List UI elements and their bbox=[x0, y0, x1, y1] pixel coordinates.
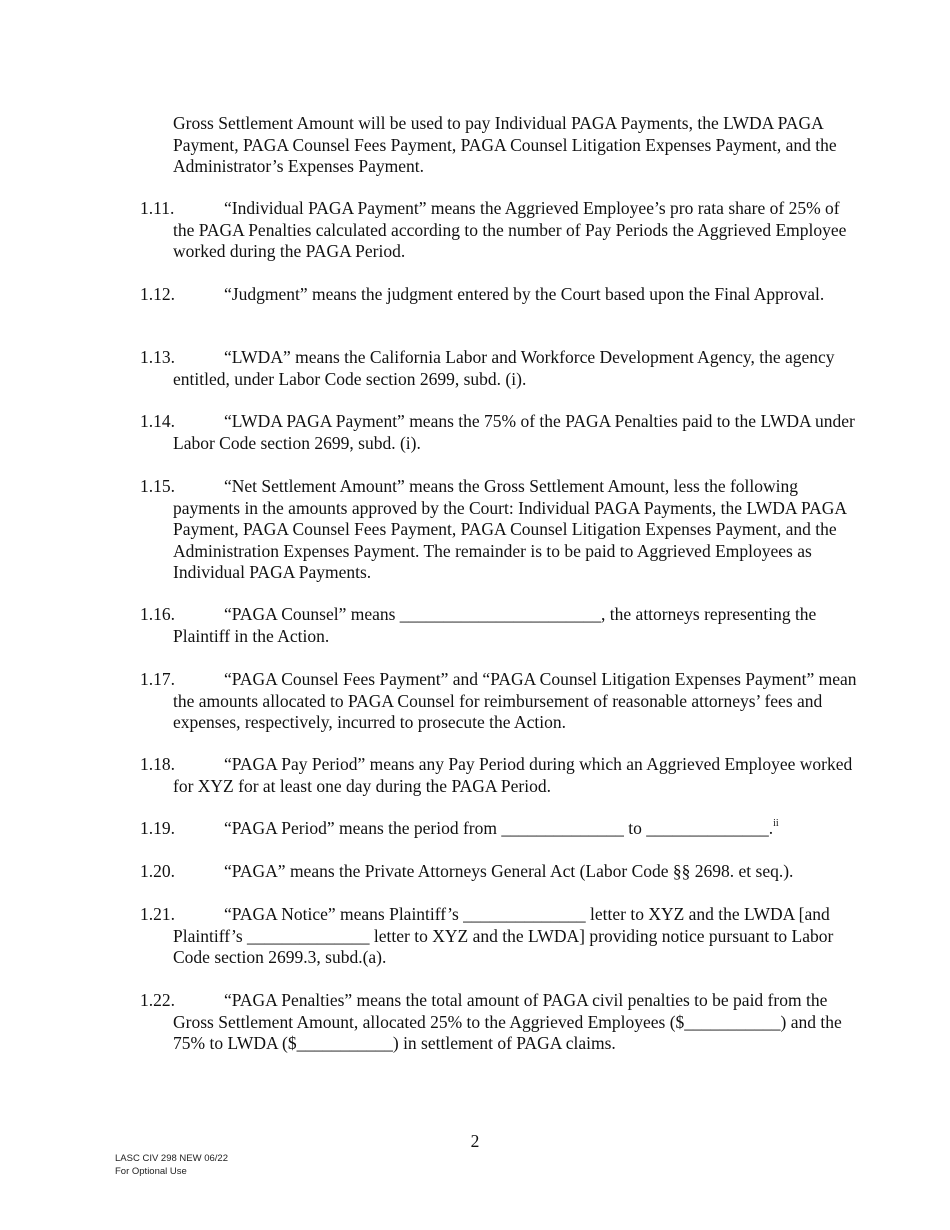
section-text: “PAGA Period” means the period from ______________ to ______________. bbox=[224, 818, 774, 838]
section-number: 1.15. bbox=[140, 476, 175, 496]
section-number: 1.13. bbox=[140, 347, 175, 367]
section-number: 1.17. bbox=[140, 669, 175, 689]
form-id: LASC CIV 298 NEW 06/22 bbox=[115, 1153, 228, 1164]
continued-paragraph: Gross Settlement Amount will be used to pay Individual PAGA Payments, the LWDA PAGA Payment, PAGA Counsel Fees Payment, PAGA Counsel Litigation Expenses Payment, and the Administrator’s Expenses Payment. bbox=[173, 113, 837, 176]
section-text: “PAGA Pay Period” means any Pay Period during which an Aggrieved Employee worked for XYZ for at least one day during the PAGA Period. bbox=[173, 754, 853, 796]
section-1-22 bbox=[140, 990, 860, 1055]
section-number: 1.14. bbox=[140, 411, 175, 431]
section-1-11 bbox=[140, 198, 860, 263]
section-text: “PAGA Counsel” means _______________________, the attorneys representing the Plaintiff in the Action. bbox=[173, 604, 817, 646]
section-1-19 bbox=[140, 818, 860, 840]
section-number: 1.19. bbox=[140, 818, 175, 838]
section-text: “PAGA Notice” means Plaintiff’s ______________ letter to XYZ and the LWDA [and Plaintiff’s ______________ letter to XYZ and the LWDA] providing notice pursuant to Labor Code section 2699.3, subd.(a). bbox=[173, 904, 834, 967]
form-footer bbox=[115, 1153, 228, 1178]
section-1-18 bbox=[140, 754, 860, 797]
section-number: 1.21. bbox=[140, 904, 175, 924]
section-number: 1.22. bbox=[140, 990, 175, 1010]
section-1-16 bbox=[140, 604, 860, 647]
form-usage: For Optional Use bbox=[115, 1165, 187, 1177]
footnote-reference[interactable]: ii bbox=[773, 818, 779, 829]
section-1-17 bbox=[140, 669, 860, 734]
section-text: “PAGA Penalties” means the total amount of PAGA civil penalties to be paid from the Gross Settlement Amount, allocated 25% to the Aggrieved Employees ($___________) and the 75% to LWDA ($___________) in settlement of PAGA claims. bbox=[173, 990, 842, 1053]
section-1-14 bbox=[140, 411, 860, 454]
page-number: 2 bbox=[470, 1131, 480, 1151]
section-1-13 bbox=[140, 347, 860, 390]
section-1-20 bbox=[140, 861, 860, 883]
section-1-15 bbox=[140, 476, 860, 584]
section-number: 1.11. bbox=[140, 198, 175, 218]
section-number: 1.12. bbox=[140, 284, 175, 304]
section-1-21 bbox=[140, 904, 860, 969]
section-1-12 bbox=[140, 284, 860, 306]
section-text: “LWDA” means the California Labor and Workforce Development Agency, the agency entitled, under Labor Code section 2699, subd. (i). bbox=[173, 347, 835, 389]
section-number: 1.16. bbox=[140, 604, 175, 624]
section-text: “Net Settlement Amount” means the Gross Settlement Amount, less the following payments in the amounts approved by the Court: Individual PAGA Payments, the LWDA PAGA Payment, PAGA Counsel Fees Payment, PAGA Counsel Litigation Expenses Payment, and the Administration Expenses Payment. The remainder is to be paid to Aggrieved Employees as Individual PAGA Payments. bbox=[173, 476, 847, 582]
section-number: 1.20. bbox=[140, 861, 175, 881]
section-text: “Individual PAGA Payment” means the Aggrieved Employee’s pro rata share of 25% of the PAGA Penalties calculated according to the number of Pay Periods the Aggrieved Employee worked during the PAGA Period. bbox=[173, 198, 847, 261]
section-text: “PAGA” means the Private Attorneys General Act (Labor Code §§ 2698. et seq.). bbox=[224, 861, 794, 881]
section-text: “Judgment” means the judgment entered by the Court based upon the Final Approval. bbox=[224, 284, 825, 304]
section-text: “LWDA PAGA Payment” means the 75% of the PAGA Penalties paid to the LWDA under Labor Code section 2699, subd. (i). bbox=[173, 411, 855, 453]
section-number: 1.18. bbox=[140, 754, 175, 774]
section-text: “PAGA Counsel Fees Payment” and “PAGA Counsel Litigation Expenses Payment” mean the amounts allocated to PAGA Counsel for reimbursement of reasonable attorneys’ fees and expenses, respectively, incurred to prosecute the Action. bbox=[173, 669, 857, 732]
